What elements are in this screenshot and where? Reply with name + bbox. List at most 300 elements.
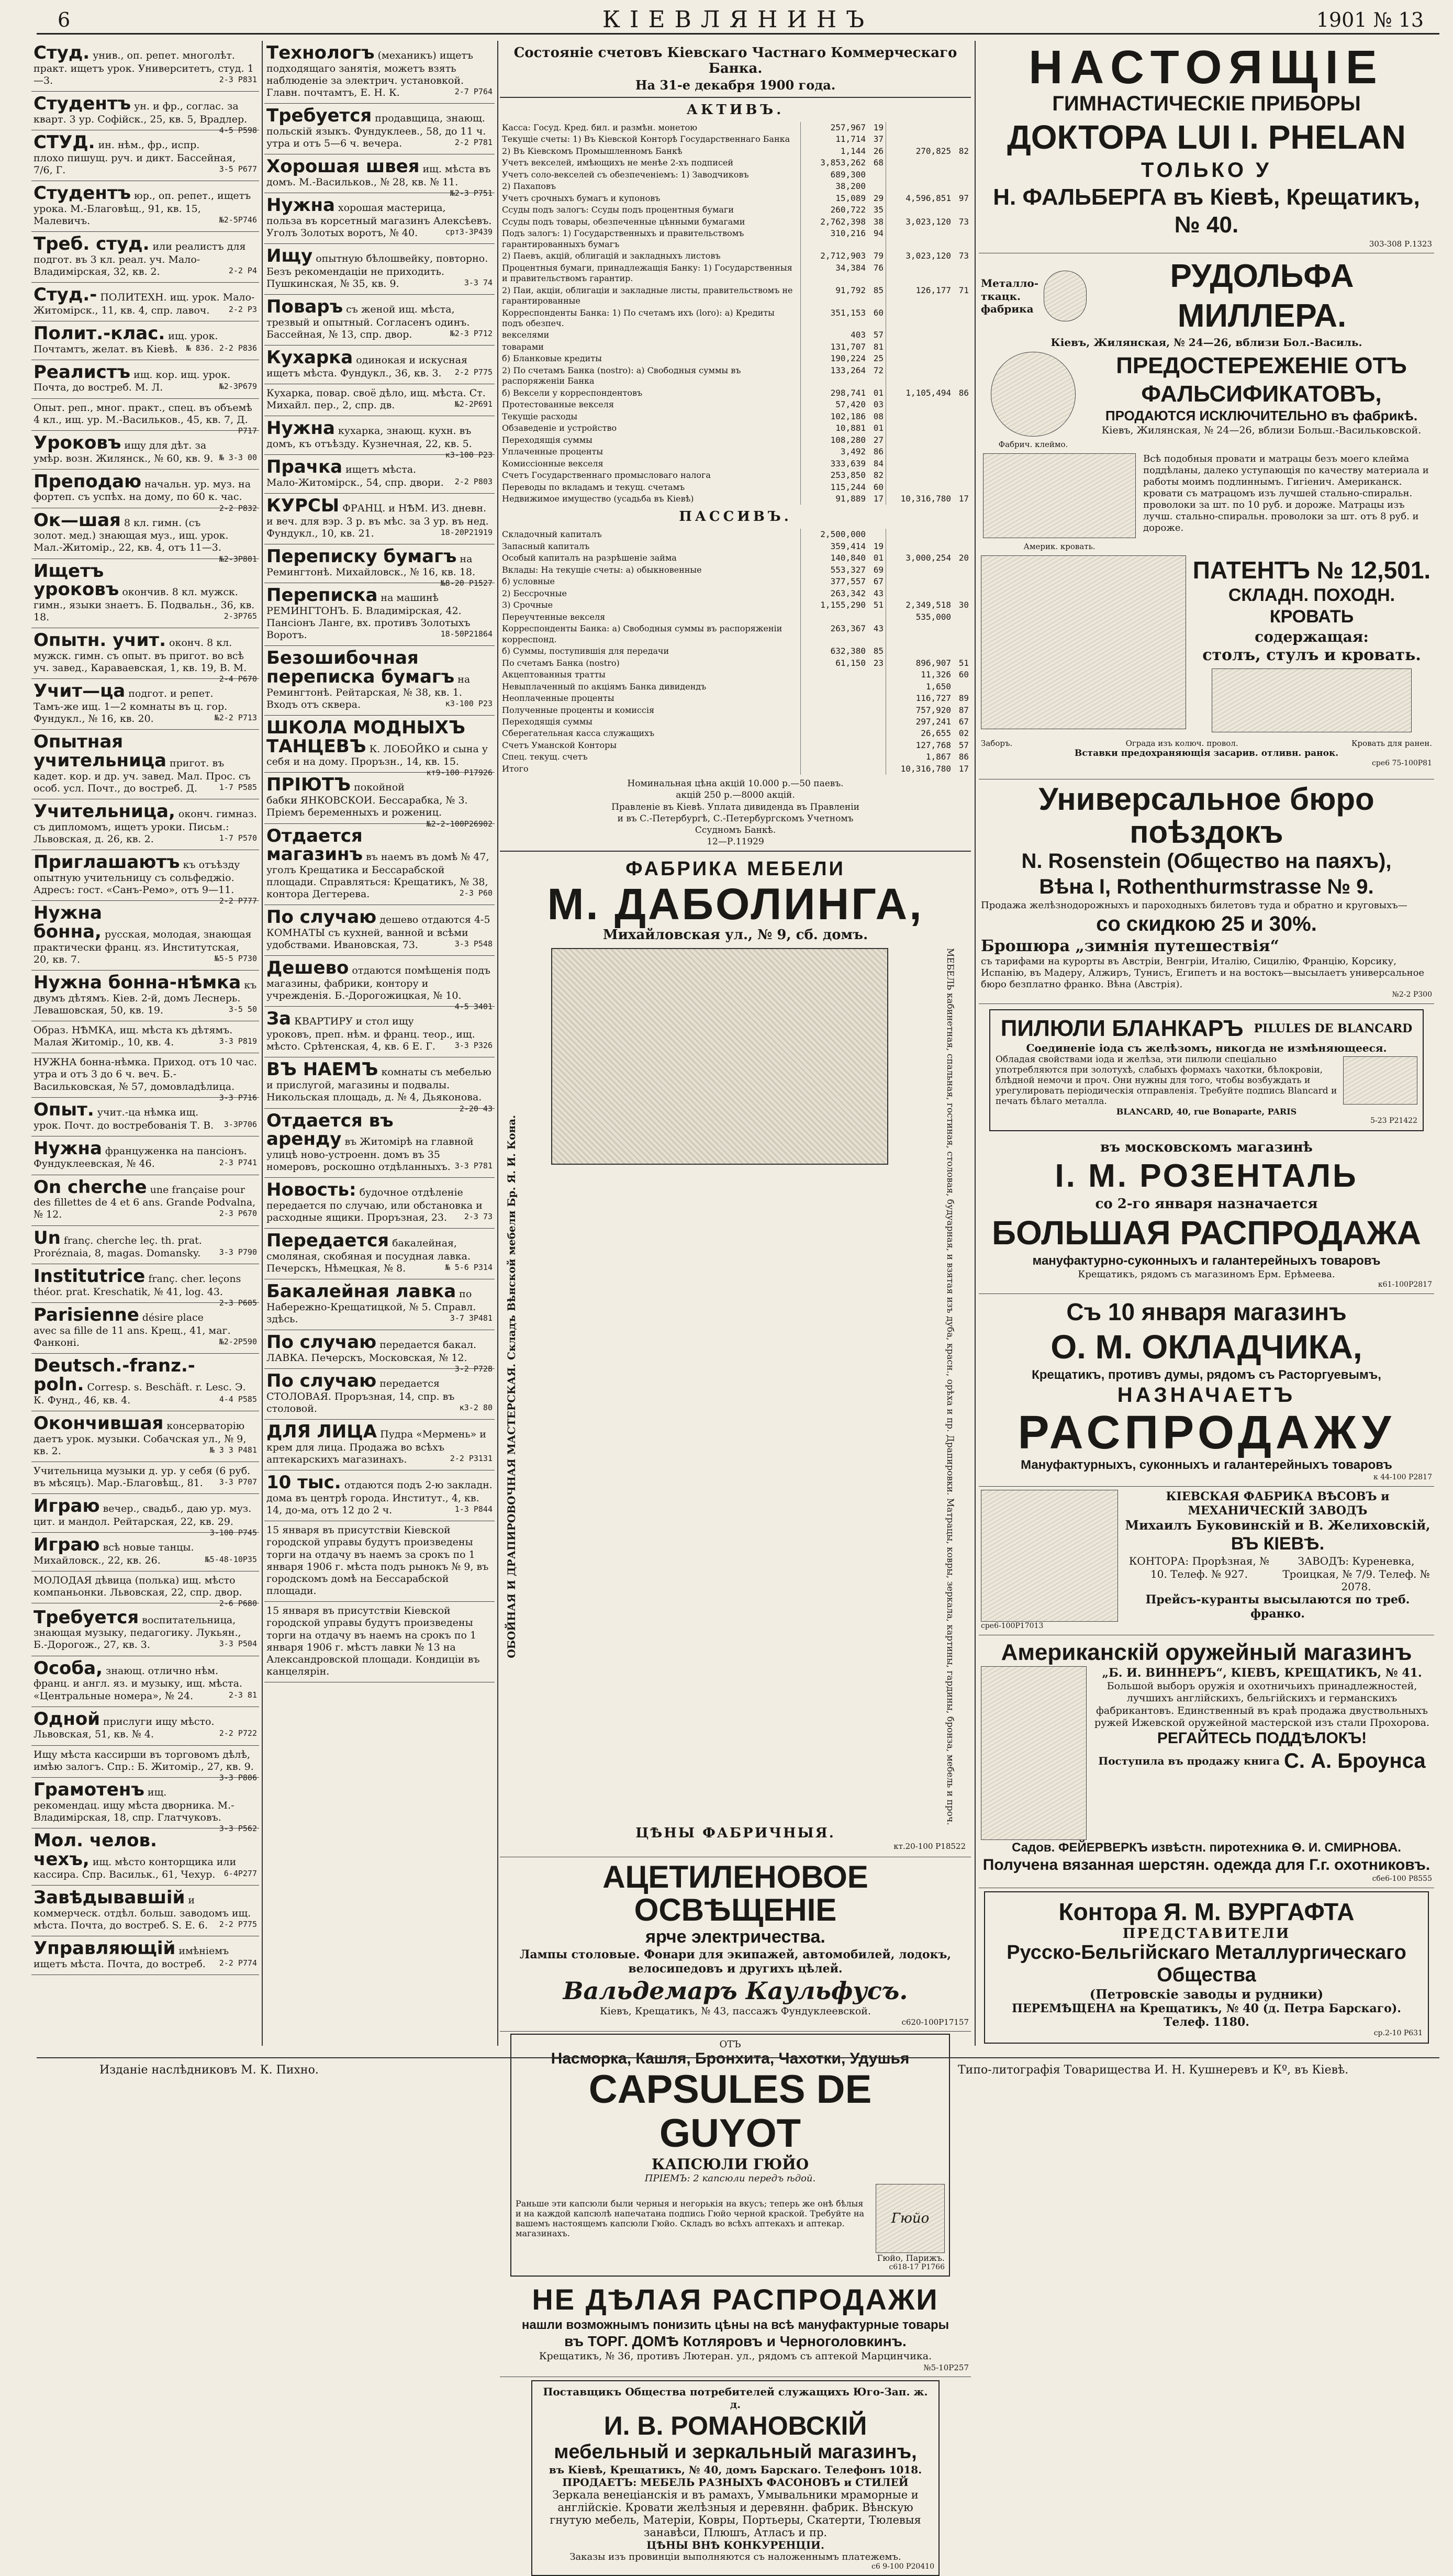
bank-row <box>500 446 971 458</box>
printer-line: Типо-литографія Товарищества И. Н. Кушнеревъ и Кº, въ Кіевѣ. <box>958 2064 1349 2077</box>
bukovinsky-code: сре6-100Р17013 <box>981 1621 1044 1630</box>
classified-ad <box>31 971 259 1021</box>
ad-text: передается СТОЛОВАЯ. Проръзная, 14, спр. въ столовой. <box>266 1378 455 1415</box>
bank-row <box>500 681 971 693</box>
ad-text: по Набережно-Крещатицкой, № 5. Справл. здѣсь. <box>266 1288 476 1325</box>
bank-row-amount: 310,216 <box>801 228 868 250</box>
bank-row-kopecks: 01 <box>873 553 884 563</box>
bank-row-amount: 260,722 <box>801 204 868 216</box>
bank-row-total <box>886 576 954 587</box>
bank-statement <box>500 41 971 852</box>
bank-row-label: Акцептованныя тратты <box>502 670 606 680</box>
ad-code: 3-3 Р806 <box>219 1772 257 1782</box>
sale-line: нашли возможнымъ понизить цѣны на всѣ мануфактурные товары <box>521 2317 949 2332</box>
sale-address: Крещатикъ, № 36, противъ Лютеран. ул., рядомъ съ аптекой Марцинчика. <box>539 2350 932 2362</box>
ad-text: француженка на пансіонъ. Фундуклеевская, № 46. <box>33 1145 247 1170</box>
bank-row-label: 2) Пахаповъ <box>502 181 556 192</box>
ad-heading: Опытная учительница <box>33 731 166 772</box>
bank-row-label: Протестованные векселя <box>502 399 614 410</box>
ad-code: кт9-100 Р17926 <box>426 768 493 778</box>
bank-row <box>500 705 971 716</box>
bed2-label: Кровать для ранен. <box>1351 738 1432 748</box>
assets-table <box>500 122 971 505</box>
acetylene-code: с620-100Р17157 <box>901 2017 969 2027</box>
ad-text: въ Житомірѣ на главной улицѣ ново-устроенн. домъ въ 35 номеровъ, роскошно отдѣланныхъ. <box>266 1136 474 1173</box>
bank-row-kopecks: 37 <box>873 134 884 144</box>
ad-text: оконч. гимназ. съ дипломомъ, ищетъ уроки. Письм.: Львовская, д. 26, кв. 2. <box>33 808 257 845</box>
ad-text: МОЛОДАЯ дѣвица (полька) ищ. мѣсто компаньонки. Львовская, 22, спр. двор. <box>33 1574 242 1599</box>
bank-row-kopecks: 72 <box>873 365 884 375</box>
classified-ad <box>31 628 259 684</box>
miller-bed-label: Америк. кровать. <box>1023 541 1096 551</box>
bank-row-total-kopecks <box>953 434 971 446</box>
ad-code: № 836. 2-2 Р836 <box>186 343 257 353</box>
romanovsky-ad <box>531 2380 940 2576</box>
bank-row-kopecks: 84 <box>873 458 884 469</box>
ad-code: 1-3 Р844 <box>454 1504 493 1514</box>
bank-row <box>500 728 971 739</box>
stretcher-illustration <box>1212 668 1412 732</box>
ad-heading: ПРІЮТЪ <box>266 774 351 796</box>
bank-row-total: 297,241 <box>886 716 954 728</box>
bank-row <box>500 387 971 399</box>
bank-row-total-kopecks <box>953 133 971 145</box>
bank-row-total-kopecks <box>953 482 971 493</box>
ad-text: Пудра «Мермень» и крем для лица. Продажа во всѣхъ аптекарскихъ магазинахъ. <box>266 1429 486 1466</box>
bank-row-total-kopecks: 57 <box>958 740 969 750</box>
classified-ad <box>264 345 495 384</box>
ad-code: к3-100 Р23 <box>445 450 493 460</box>
bank-row-total: 3,023,120 <box>886 216 954 228</box>
ad-heading: Треб. студ. <box>33 233 150 254</box>
classified-ad <box>31 1778 259 1833</box>
miller-name: РУДОЛЬФА МИЛЛЕРА. <box>1170 258 1354 334</box>
bank-footer-line: и въ С.-Петербургѣ, С.-Петербургскомъ Учетномъ <box>617 813 854 824</box>
guyot-title: CAPSULES DE GUYOT <box>588 2067 872 2156</box>
bank-row-label: 2) Бессрочные <box>502 588 567 598</box>
classified-ad <box>31 1136 259 1175</box>
bank-row-total-kopecks <box>953 228 971 250</box>
bank-row-label: 2) Паи, акціи, облигаціи и закладные листы, правительствомъ не гарантированные <box>502 285 793 306</box>
ad-text: ФРАНЦ. и НѢМ. ИЗ. дневн. и веч. для вэр. 3 р. въ мѣс. за 3 ур. въ нед. Фундукл., 10, кв. 21. <box>266 503 489 539</box>
ad-text: всѣ новые танцы. Михайловск., 22, кв. 26. <box>33 1542 194 1566</box>
bank-row-label: Переходящія суммы <box>502 434 593 445</box>
classified-ad <box>264 295 495 345</box>
bank-row-amount <box>801 728 868 739</box>
bank-row-label: По счетамъ Банка (nostro) <box>502 657 620 668</box>
bank-row-total-kopecks <box>953 411 971 422</box>
classified-ad <box>264 1057 495 1113</box>
bank-row-label: Учетъ векселей, имѣющихъ не менѣе 2-хъ подписей <box>502 158 734 168</box>
ad-text: русская, молодая, знающая практически франц. яз. Институтская, 20, кв. 7. <box>33 928 252 965</box>
ad-heading: Новость: <box>266 1179 356 1201</box>
ad-heading: Нужна <box>266 195 335 216</box>
ad-code: №2-2-100Р26902 <box>426 819 493 829</box>
bank-row-total-kopecks <box>953 470 971 481</box>
ad-heading: Опытн. учит. <box>33 630 166 651</box>
ad-code: 2-2 Р3 <box>228 304 257 314</box>
miller-contains: содержащая: <box>1255 628 1369 645</box>
bank-row <box>500 353 971 364</box>
classified-ad <box>31 1603 259 1656</box>
classified-ad <box>264 1330 495 1374</box>
winner-title: Американскій оружейный магазинъ <box>1001 1639 1412 1665</box>
guyot-illnesses: Насморка, Кашля, Бронхита, Чахотки, Удушья <box>551 2050 910 2068</box>
phelan-line5: Н. ФАЛЬБЕРГА въ Кіевѣ, Крещатикъ, № 40. <box>993 184 1420 238</box>
classified-ad <box>31 470 259 513</box>
bank-row-amount: 403 <box>801 329 868 341</box>
bank-row-total-kopecks <box>953 529 971 540</box>
ad-heading: Deutsch.-franz.-poln. <box>33 1355 195 1396</box>
bank-row-amount <box>801 716 868 728</box>
bank-row-total-kopecks <box>953 353 971 364</box>
ad-heading: Особа, <box>33 1657 103 1679</box>
bukovinsky-city: ВЪ КІЕВѢ. <box>1231 1533 1325 1554</box>
classified-ad <box>264 1279 495 1330</box>
ad-code: №8-20 Р1527 <box>440 578 493 588</box>
bank-row-kopecks: 60 <box>873 482 884 492</box>
classified-ad <box>264 1470 495 1521</box>
furniture-side-right: МЕБЕЛЬ кабинетная, спальная, гостиная, столовая, будуарная, и взятая изъ дуба, красн., орѣха и пр. Драпировки. Матрацы, ковры, зеркала, картины, гардины, бронза, мебель и проч. <box>945 948 955 1825</box>
winner-beware: РЕГАЙТЕСЬ ПОДДѢЛОКЪ! <box>1157 1729 1367 1747</box>
bank-row <box>500 529 971 540</box>
ad-heading: Управляющій <box>33 1938 176 1959</box>
bank-row-kopecks: 23 <box>873 657 884 668</box>
ad-code: №2-3Р801 <box>219 554 257 564</box>
bank-row-kopecks: 19 <box>873 122 884 132</box>
bank-row <box>500 588 971 599</box>
ad-heading: Нужна бонна-нѣмка <box>33 972 241 993</box>
ad-heading: Parisienne <box>33 1304 139 1326</box>
bank-row-total-kopecks: 89 <box>958 693 969 704</box>
ad-text: Опыт. реп., мног. практ., спец. въ объемѣ 4 кл., ищ. ур. М.-Васильков., 45, кв. 7, Д. <box>33 402 252 426</box>
bank-row-total-kopecks: 67 <box>958 716 969 727</box>
bank-row-label: Переучтенные векселя <box>502 611 606 622</box>
classified-ad <box>264 905 495 956</box>
ad-code: 2-3Р765 <box>223 611 257 621</box>
classified-ad <box>31 1264 259 1308</box>
rosental-sale: БОЛЬШАЯ РАСПРОДАЖА <box>992 1214 1421 1252</box>
bank-row-total <box>886 307 954 330</box>
bank-row-amount: 11,714 <box>801 133 868 145</box>
classified-column-2 <box>264 41 495 2046</box>
classified-ad <box>31 92 259 135</box>
acetylene-firm: Вальдемаръ Каульфусъ. <box>563 1976 908 2005</box>
bank-row <box>500 645 971 657</box>
bank-row-total <box>886 529 954 540</box>
bank-row-label: б) Вексели у корреспондентовъ <box>502 387 643 398</box>
ad-text: оконч. 8 кл. мужск. гимн. съ опыт. въ пригот. во всѣ уч. завед., Караваевская, 1, кв. 19, В. М. <box>33 637 247 674</box>
guyot-paris: Гюйо, Парижъ. <box>877 2252 945 2263</box>
bank-row-total-kopecks: 17 <box>958 763 969 774</box>
bank-row-total-kopecks <box>953 645 971 657</box>
phelan-line1: НАСТОЯЩІЕ <box>1029 41 1384 94</box>
bank-row-total-kopecks <box>953 307 971 330</box>
bank-row-kopecks: 76 <box>873 262 884 273</box>
ad-text: ун. и фр., соглас. за кварт. 3 ур. Софійск., 25, кв. 5, Врадлер. <box>33 101 248 125</box>
bank-row-total <box>886 262 954 285</box>
okladchik-line1: Съ 10 января магазинъ <box>1066 1298 1347 1325</box>
guyot-top: ОТЪ <box>719 2039 741 2050</box>
ad-heading: Студентъ <box>33 93 131 115</box>
ad-code: 2-6 Р680 <box>219 1599 257 1609</box>
winner-ad <box>979 1635 1434 1889</box>
winner-code: сбе6-100 Р8555 <box>1372 1875 1432 1883</box>
ad-code: 2-3 Р670 <box>219 1209 257 1219</box>
guyot-ad <box>510 2034 950 2276</box>
classified-ad <box>264 193 495 244</box>
bank-row <box>500 611 971 623</box>
ad-code: 2-3 Р60 <box>459 888 493 898</box>
bank-row-label: 2) Паевъ, акцій, облигацій и закладныхъ листовъ <box>502 251 721 261</box>
rosental-address: Крещатикъ, рядомъ съ магазиномъ Ерм. Ерѣмеева. <box>1078 1268 1335 1280</box>
ad-code: 3-3 74 <box>464 277 493 287</box>
rosenstein-name: N. Rosenstein (Общество на паяхъ), <box>1021 850 1392 873</box>
hunter-illustration <box>981 1666 1087 1840</box>
furniture-line1: ФАБРИКА МЕБЕЛИ <box>625 857 845 880</box>
bank-row-total-kopecks: 17 <box>958 494 969 504</box>
classified-ad <box>31 232 259 283</box>
ad-text: НУЖНА бонна-нѣмка. Приход. отъ 10 час. утра и отъ 3 до 6 ч. веч. Б.-Васильковская, № 57, домовладѣлица. <box>33 1056 257 1092</box>
miller-items: столъ, стулъ и кровать. <box>1202 646 1421 665</box>
bank-row-total <box>886 645 954 657</box>
bank-row-kopecks: 03 <box>873 399 884 410</box>
ad-code: 3-3Р706 <box>223 1119 257 1129</box>
ad-heading: Окончившая <box>33 1412 164 1434</box>
bank-row <box>500 285 971 307</box>
bank-row-label: Текущіе расходы <box>502 411 578 421</box>
bank-row-amount <box>801 669 868 681</box>
bank-row <box>500 262 971 285</box>
ad-code: 4-5 Р598 <box>219 125 257 135</box>
ad-text: консерваторію даетъ урок. музыки. Собачская ул., № 9, кв. 2. <box>33 1420 247 1457</box>
bank-row-kopecks: 82 <box>873 470 884 481</box>
miller-address-2: Кіевъ, Жилянская, № 24—26, вблизи Больш.-Васильковской. <box>1101 425 1422 437</box>
bank-row <box>500 250 971 262</box>
bank-row-total <box>886 353 954 364</box>
bank-row-amount: 102,186 <box>801 411 868 422</box>
rosenstein-text2: съ тарифами на курорты въ Австріи, Венгріи, Италію, Сицилію, Францію, Корсику, Испанію, въ Мадеру, Алжиръ, Тунисъ, Египетъ и на востокъ—высылаетъ универсальное бюро безплатно франко. Вѣна (Австрія). <box>981 956 1425 990</box>
ad-heading: Отдается магазинъ <box>266 825 363 865</box>
guyot-code: с618-17 Р1766 <box>889 2262 945 2271</box>
ad-text: К. ЛОБОЙКО и сына у себя и на дому. Проръзн., 14, кв. 15. <box>266 743 488 768</box>
column-rule <box>975 41 976 2046</box>
ad-heading: Institutrice <box>33 1266 146 1287</box>
bank-row-label: Полученные проценты и комиссія <box>502 705 655 715</box>
bank-row-label: Корреспонденты Банка: а) Свободныя суммы въ распоряженіи корреспонд. <box>502 623 783 644</box>
classified-ad <box>264 154 495 198</box>
ad-code: №2-3 Р751 <box>450 188 493 198</box>
bank-title: Состояніе счетовъ Кіевскаго Частнаго Коммерческаго Банка. <box>513 45 957 76</box>
ad-heading: Нужна бонна, <box>33 902 102 942</box>
bukovinsky-prices: Прейсъ-куранты высылаются по треб. франко. <box>1145 1593 1410 1621</box>
classified-ad <box>264 646 495 716</box>
bank-row-label: Итого <box>502 763 529 774</box>
classified-ad <box>31 1303 259 1354</box>
ad-code: №2-3Р679 <box>219 382 257 392</box>
bank-footer-line: Ссудномъ Банкѣ. <box>695 824 776 835</box>
ad-text: комнаты съ мебелью и прислугой, магазины и подвалы. Никольская площадь, д. № 4, Дьяконова. <box>266 1066 491 1103</box>
wurgaft-title: Контора Я. М. ВУРГАФТА <box>1058 1898 1355 1926</box>
bank-row-total <box>886 157 954 169</box>
classified-ad <box>31 1021 259 1053</box>
winner-wool: Получена вязанная шерстян. одежда для Г.г. охотниковъ. <box>982 1856 1430 1874</box>
ad-code: 3-3 Р716 <box>219 1092 257 1102</box>
bank-row-kopecks: 43 <box>873 623 884 634</box>
ad-text: воспитательница, знающая музыку, педагогику. Лукьян., Б.-Дорогож., 27, кв. 3. <box>33 1614 241 1651</box>
ad-text: опытную бѣлошвейку, повторно. Безъ рекомендаціи не приходить. Пушкинская, № 35, кв. 9. <box>266 253 488 289</box>
ad-heading: Студ.- <box>33 284 97 305</box>
miller-mark-label: Фабрич. клеймо. <box>998 440 1068 450</box>
ad-text: ищ. мѣста въ домъ. М.-Васильков., № 28, кв. № 11. <box>266 163 491 188</box>
bank-row-total: 757,920 <box>886 705 954 716</box>
bank-row-amount: 2,500,000 <box>801 529 868 540</box>
bank-row-amount: 263,367 <box>801 623 868 645</box>
bank-row-total-kopecks <box>953 564 971 576</box>
classified-ad <box>31 1053 259 1102</box>
ad-code: 2-2 Р775 <box>219 1920 257 1930</box>
bank-row <box>500 399 971 410</box>
ad-code: 18-50Р21864 <box>440 629 493 639</box>
ad-code: к3-100 Р23 <box>445 698 493 708</box>
ad-text: franç. cherche leç. th. prat. Proréznaia, 8, magas. Domansky. <box>33 1234 202 1259</box>
blancard-french: PILULES DE BLANCARD <box>1254 1022 1413 1036</box>
bank-row-label: Ссуды подъ залогъ: Ссуды подъ процентныя бумаги <box>502 205 734 215</box>
ad-code: 3-2 Р728 <box>454 1364 493 1374</box>
bank-row-total-kopecks <box>953 541 971 552</box>
assets-heading: АКТИВЪ. <box>686 102 785 118</box>
ad-heading: Переписку бумагъ <box>266 546 457 567</box>
ad-code: 2-2 Р775 <box>454 367 493 377</box>
bank-footer-line: акцій 250 р.—8000 акцій. <box>676 790 795 801</box>
bank-subtitle: На 31-е декабря 1900 года. <box>500 77 971 98</box>
wurgaft-code: ср.2-10 Р631 <box>1373 2029 1423 2038</box>
ad-text: начальн. ур. муз. на фортеп. съ успѣх. на дому, по 60 к. час. <box>33 478 251 503</box>
ad-heading: ШКОЛА МОДНЫХЪ ТАНЦЕВЪ <box>266 717 465 757</box>
bank-row-total-kopecks <box>953 329 971 341</box>
bank-row-total-kopecks: 02 <box>958 728 969 739</box>
ad-text: прислуги ищу мѣсто. Львовская, 51, кв. № 4. <box>33 1715 215 1741</box>
bank-row-kopecks <box>868 611 886 623</box>
ad-code: №2-2Р590 <box>219 1337 257 1347</box>
bank-row <box>500 411 971 422</box>
bank-row-amount: 2,762,398 <box>801 216 868 228</box>
bank-row-amount: 359,414 <box>801 541 868 552</box>
romanovsky-name: И. В. РОМАНОВСКІЙ <box>603 2411 867 2440</box>
bank-row <box>500 564 971 576</box>
ad-text: (механикъ) ищетъ подходящаго занятія, можетъ взять наблюденіе за электрич. установкой. Главн. почтамтъ, Е. Н. К. <box>266 50 474 99</box>
fence-label: Заборъ. <box>981 738 1013 748</box>
bank-row-amount <box>801 611 868 623</box>
bank-row-total-kopecks <box>953 623 971 645</box>
ad-text: Учительница музыки д. ур. у себя (6 руб. въ мѣсяцъ). Мар.-Благовѣщ., 81. <box>33 1465 251 1489</box>
rosenstein-title: Универсальное бюро поѣздокъ <box>1038 782 1374 850</box>
ad-code: №2-5Р746 <box>219 215 257 225</box>
bank-row <box>500 422 971 434</box>
classified-ad <box>31 1886 259 1936</box>
bank-row-amount: 351,153 <box>801 307 868 330</box>
classified-ad <box>264 244 495 295</box>
bank-row-total <box>886 181 954 192</box>
ad-heading: Завѣдывавшій <box>33 1887 185 1909</box>
bank-row <box>500 341 971 353</box>
ad-heading: Учит—ца <box>33 681 126 702</box>
bank-row-total-kopecks <box>953 204 971 216</box>
ad-text: désire place avec sa fille de 11 ans. Крещ., 41, маг. Фанконі. <box>33 1312 231 1349</box>
classified-ad <box>264 416 495 460</box>
ad-heading: Прачка <box>266 456 343 478</box>
bank-row-label: Счетъ Уманской Конторы <box>502 740 617 750</box>
ad-text: и коммерческ. отдѣл. больш. заводомъ ищ. мѣста. Почта, до востреб. S. E. 6. <box>33 1894 251 1932</box>
bank-row-label: Сберегательная касса служащихъ <box>502 728 655 739</box>
bank-row-total <box>886 365 954 387</box>
furniture-ad <box>500 852 971 1857</box>
ad-text: въ наемъ въ домѣ № 47, уголъ Крещатика и Бессарабской площади. Справляться: Крещатикъ, № 38, контора Дегтерева. <box>266 851 489 900</box>
wurgaft-society: Русско-Бельгійскаго Металлургическаго Общества <box>1007 1942 1406 1987</box>
miller-text: Всѣ подобныя провати и матрацы безъ моего клейма поддѣланы, далеко уступающія по качеству материала и работы моимъ подлиннымъ. Гигіенич. Американск. кровати съ матрацомъ изъ лучшей стально-спиральн. проволоки за шт. по 10 руб. и дороже. Матрацы изъ лучш. стально-спиральн. проволоки за шт. отъ 8 руб. и дороже. <box>1143 453 1429 534</box>
ad-text: ищ. мѣсто конторщика или кассира. Спр. Васильк., 61, Чехур. <box>33 1856 237 1881</box>
ad-text: на Ремингтонѣ. Рейтарская, № 38, кв. 1. Входъ отъ сквера. <box>266 673 471 710</box>
classified-ad <box>264 41 495 104</box>
bank-row-label: векселями <box>502 330 550 340</box>
blancard-paris: BLANCARD, 40, rue Bonaparte, PARIS <box>1116 1107 1297 1117</box>
classified-ad <box>31 730 259 799</box>
ad-heading: Студентъ <box>33 182 131 204</box>
bank-row-total: 26,655 <box>886 728 954 739</box>
bank-row-total: 10,316,780 <box>886 493 954 505</box>
miller-patent: ПАТЕНТЪ № 12,501. <box>1192 556 1431 584</box>
bank-footer <box>500 775 971 852</box>
ad-code: 3-3 Р504 <box>219 1639 257 1649</box>
ad-heading: Передается <box>266 1230 389 1252</box>
bank-row <box>500 763 971 775</box>
bank-row-label: Недвижимое имущество (усадьба въ Кіевѣ) <box>502 494 694 504</box>
bukovinsky-office: КОНТОРА: Прорѣзная, № 10. Телеф. № 927. <box>1128 1555 1270 1580</box>
classified-ad <box>264 1109 495 1178</box>
bank-row <box>500 482 971 493</box>
classified-ad <box>264 1007 495 1057</box>
bank-row-amount: 91,889 <box>801 493 868 505</box>
okladchik-address: Крещатикъ, противъ думы, рядомъ съ Расторгуевымъ, <box>1032 1367 1381 1382</box>
romanovsky-prices: ЦѢНЫ ВНѢ КОНКУРЕНЦІИ. <box>646 2538 824 2551</box>
miller-trademark-seal <box>991 352 1076 437</box>
bank-row <box>500 157 971 169</box>
bank-row-kopecks: 79 <box>873 251 884 261</box>
ad-code: 3-5 Р677 <box>219 164 257 174</box>
bank-row-amount: 3,853,262 <box>801 157 868 169</box>
bank-row-label: Обзаведеніе и устройство <box>502 423 617 433</box>
ad-heading: КУРСЫ <box>266 495 340 517</box>
classified-ad <box>264 824 495 906</box>
bank-row-label: 3) Срочные <box>502 600 553 610</box>
bank-row-kopecks <box>868 681 886 693</box>
classified-ad <box>264 956 495 1012</box>
okladchik-name: О. М. ОКЛАДЧИКА, <box>1050 1328 1362 1366</box>
ad-text: Ищу мѣста кассирши въ торговомъ дѣлѣ, имѣю залогъ. Спр.: Б. Житомір., 27, кв. 9. <box>33 1748 254 1772</box>
ad-text: отдаются подъ 2-ю закладн. дома въ центрѣ города. Институт., 4, кв. 14, до-ма, отъ 12 до 2 ч. <box>266 1479 493 1516</box>
ad-text: унив., оп. репет. многолѣт. практ. ищетъ урок. Университетъ, студ. 1—3. <box>33 50 254 86</box>
ad-code: 3-3 Р707 <box>219 1477 257 1487</box>
ad-code: 3-3 Р781 <box>454 1161 493 1171</box>
bank-row-total-kopecks <box>953 341 971 353</box>
furniture-showroom-illustration <box>551 948 888 1165</box>
bank-row-kopecks: 26 <box>873 146 884 156</box>
ad-heading: Полит.-клас. <box>33 322 165 344</box>
ad-code: 3-3 Р326 <box>454 1041 493 1051</box>
sale-ad <box>500 2279 971 2377</box>
ad-code: № 3 3 Р481 <box>209 1445 257 1455</box>
bank-row-label: Особый капиталъ на разрѣшеніе займа <box>502 553 677 563</box>
